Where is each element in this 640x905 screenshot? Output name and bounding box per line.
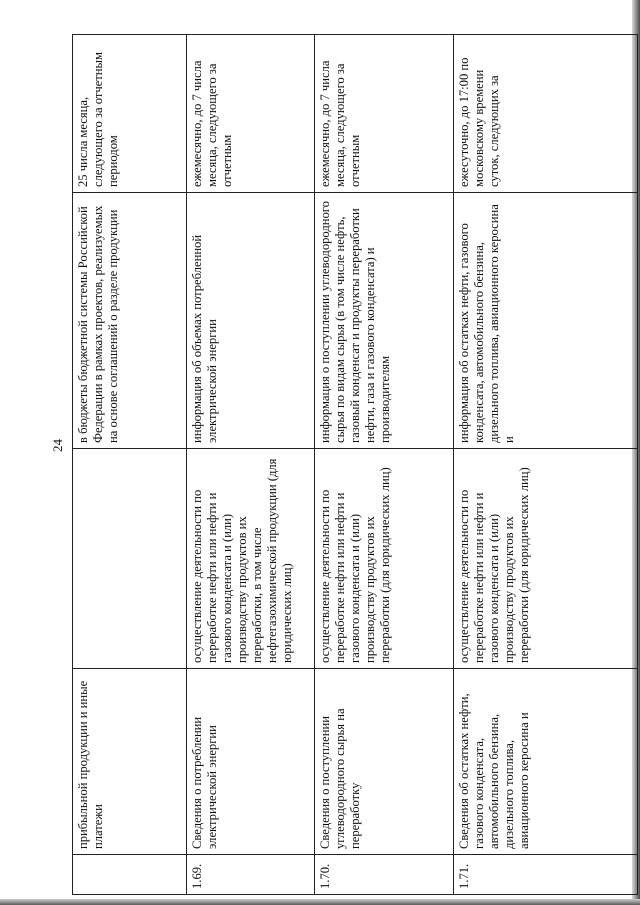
- deadline-cell: ежемесячно, до 7 числа месяца, следующего за отчетным: [315, 35, 454, 193]
- info-content-cell: информация о поступлении углеводородного сырья по видам сырья (в том числе нефть, газовый конденсат и продукты переработки нефти, газа и газового конденсата) и производителям: [315, 193, 454, 449]
- row-number-cell: 1.71.: [454, 855, 638, 895]
- info-name-cell: Сведения о потреблении электрической энергии: [187, 669, 315, 855]
- info-name-cell: прибыльной продукции и иные платежи: [73, 669, 187, 855]
- page-number: 24: [50, 439, 65, 452]
- row-number-cell: [73, 855, 187, 895]
- rotated-table-container: [72, 35, 637, 895]
- subjects-cell: осуществление деятельности по переработке нефти или нефти и газового конденсата и (или) производству продуктов их переработки (для юридических лиц): [315, 449, 454, 669]
- row-number-cell: 1.69.: [187, 855, 315, 895]
- subjects-cell: осуществление деятельности по переработке нефти или нефти и газового конденсата и (или) производству продуктов их переработки, в том числе нефтегазохимической продукции (для юридических лиц): [187, 449, 315, 669]
- deadline-cell: 25 числа месяца, следующего за отчетным периодом: [73, 35, 187, 193]
- info-name-cell: Сведения о поступлении углеводородного сырья на переработку: [315, 669, 454, 855]
- table-row: [73, 35, 187, 895]
- info-content-cell: информация об остатках нефти, газового конденсата, автомобильного бензина, дизельного топлива, авиационного керосина и: [454, 193, 638, 449]
- table-row: [454, 35, 638, 895]
- table-row: [315, 35, 454, 895]
- row-number-cell: 1.70.: [315, 855, 454, 895]
- data-table: [72, 34, 638, 895]
- info-content-cell: в бюджеты бюджетной системы Российской Федерации в рамках проектов, реализуемых на основе соглашений о разделе продукции: [73, 193, 187, 449]
- info-content-cell: информация об объемах потребленной электрической энергии: [187, 193, 315, 449]
- scan-bottom-shadow: [0, 899, 640, 905]
- subjects-cell: осуществление деятельности по переработке нефти или нефти и газового конденсата и (или) производству продуктов их переработки (для юридических лиц): [454, 449, 638, 669]
- deadline-cell: ежемесячно, до 7 числа месяца, следующего за отчетным: [187, 35, 315, 193]
- subjects-cell: [73, 449, 187, 669]
- info-name-cell: Сведения об остатках нефти, газового конденсата, автомобильного бензина, дизельного топлива, авиационного керосина и: [454, 669, 638, 855]
- table-row: [187, 35, 315, 895]
- deadline-cell: ежесуточно, до 17:00 по московскому времени суток, следующих за: [454, 35, 638, 193]
